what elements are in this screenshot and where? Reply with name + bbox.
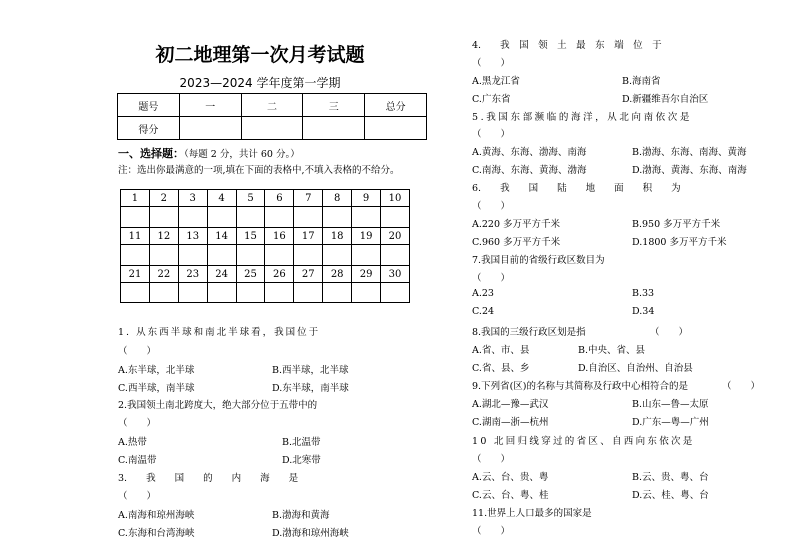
option-c: C.24 xyxy=(472,306,495,317)
option-c: C.省、县、乡 xyxy=(472,363,530,374)
score-header: 题号 xyxy=(118,94,180,117)
score-header: 一 xyxy=(179,94,241,117)
question-6-stem: 6. 我 国 陆 地 面 积 为 xyxy=(472,183,681,194)
grid-answer-cell[interactable] xyxy=(121,207,150,228)
answer-bracket[interactable]: （ ） xyxy=(722,381,761,392)
grid-number: 25 xyxy=(236,266,265,283)
grid-number: 11 xyxy=(121,228,150,245)
option-b: B.中央、省、县 xyxy=(578,345,646,356)
option-b: B.海南省 xyxy=(622,76,661,87)
grid-number: 30 xyxy=(381,266,410,283)
option-a: A.黑龙江省 xyxy=(472,76,520,87)
grid-number: 16 xyxy=(265,228,294,245)
answer-bracket[interactable]: （ ） xyxy=(472,58,511,69)
grid-answer-cell[interactable] xyxy=(236,283,265,303)
grid-answer-cell[interactable] xyxy=(352,283,381,303)
option-a: A.热带 xyxy=(118,437,147,448)
grid-answer-cell[interactable] xyxy=(207,207,236,228)
answer-bracket[interactable]: （ ） xyxy=(472,273,511,284)
section1-heading-line xyxy=(118,145,300,161)
grid-number: 10 xyxy=(381,190,410,207)
option-d: D.云、桂、粤、台 xyxy=(632,490,709,501)
exam-title: 初二地理第一次月考试题 xyxy=(155,44,365,66)
grid-answer-cell[interactable] xyxy=(381,207,410,228)
score-cell[interactable] xyxy=(365,117,427,140)
question-8-stem: 8.我国的三级行政区划是指 xyxy=(472,327,586,338)
option-c: C.960 多万平方千米 xyxy=(472,237,561,248)
grid-number: 1 xyxy=(121,190,150,207)
section1-heading: 一、选择题： xyxy=(118,147,184,160)
grid-number: 23 xyxy=(178,266,207,283)
grid-number: 5 xyxy=(236,190,265,207)
question-7-stem: 7.我国目前的省级行政区数目为 xyxy=(472,255,605,266)
score-header: 二 xyxy=(241,94,303,117)
grid-number: 13 xyxy=(178,228,207,245)
grid-number: 24 xyxy=(207,266,236,283)
answer-bracket[interactable]: （ ） xyxy=(472,454,511,465)
grid-answer-cell[interactable] xyxy=(323,245,352,266)
option-d: D.新疆维吾尔自治区 xyxy=(622,94,709,105)
grid-number: 4 xyxy=(207,190,236,207)
option-b: B.33 xyxy=(632,288,655,299)
grid-number: 20 xyxy=(381,228,410,245)
grid-answer-cell[interactable] xyxy=(381,283,410,303)
option-d: D.自治区、自治州、自治县 xyxy=(578,363,693,374)
option-c: C.湖南—浙—杭州 xyxy=(472,417,549,428)
grid-answer-cell[interactable] xyxy=(294,245,323,266)
answer-bracket[interactable]: （ ） xyxy=(650,327,689,338)
grid-number: 2 xyxy=(149,190,178,207)
grid-answer-cell[interactable] xyxy=(178,207,207,228)
grid-answer-cell[interactable] xyxy=(207,245,236,266)
grid-answer-cell[interactable] xyxy=(294,283,323,303)
grid-number: 3 xyxy=(178,190,207,207)
section1-instruction: 注：选出你最满意的一项,填在下面的表格中,不填入表格的不给分。 xyxy=(118,165,400,176)
answer-bracket[interactable]: （ ） xyxy=(472,129,511,140)
grid-answer-cell[interactable] xyxy=(207,283,236,303)
option-c: C.东海和台湾海峡 xyxy=(118,528,195,539)
option-d: D.北寒带 xyxy=(282,455,321,466)
answer-bracket[interactable]: （ ） xyxy=(472,526,511,537)
option-a: A.南海和琼州海峡 xyxy=(118,510,195,521)
option-a: A.东半球，北半球 xyxy=(118,365,195,376)
option-c: C.西半球，南半球 xyxy=(118,383,195,394)
score-header: 总分 xyxy=(365,94,427,117)
question-3-stem: 3. 我 国 的 内 海 是 xyxy=(118,473,299,484)
option-c: C.南海、东海、黄海、渤海 xyxy=(472,165,587,176)
score-table xyxy=(117,93,427,140)
grid-answer-cell[interactable] xyxy=(236,245,265,266)
answer-bracket[interactable]: （ ） xyxy=(118,346,157,357)
question-5-stem: 5.我国东部濒临的海洋，从北向南依次是 xyxy=(472,112,692,123)
score-cell[interactable] xyxy=(303,117,365,140)
grid-answer-cell[interactable] xyxy=(121,245,150,266)
option-d: D.广东—粤—广州 xyxy=(632,417,709,428)
option-a: A.省、市、县 xyxy=(472,345,530,356)
option-a: A.黄海、东海、渤海、南海 xyxy=(472,147,587,158)
grid-answer-cell[interactable] xyxy=(149,245,178,266)
question-9-stem: 9.下列省(区)的名称与其简称及行政中心相符合的是 xyxy=(472,381,688,392)
section1-points: （每题 2 分，共计 60 分。） xyxy=(184,149,300,160)
grid-answer-cell[interactable] xyxy=(265,283,294,303)
option-d: D.东半球，南半球 xyxy=(272,383,349,394)
grid-number: 12 xyxy=(149,228,178,245)
grid-answer-cell[interactable] xyxy=(323,283,352,303)
option-b: B.950 多万平方千米 xyxy=(632,219,721,230)
option-a: A.220 多万平方千米 xyxy=(472,219,561,230)
grid-answer-cell[interactable] xyxy=(178,245,207,266)
answer-bracket[interactable]: （ ） xyxy=(472,201,511,212)
option-b: B.北温带 xyxy=(282,437,321,448)
option-b: B.渤海、东海、南海、黄海 xyxy=(632,147,747,158)
grid-answer-cell[interactable] xyxy=(121,283,150,303)
question-2-stem: 2.我国领土南北跨度大，绝大部分位于五带中的 xyxy=(118,400,318,411)
question-10-stem: 10 北回归线穿过的省区、自西向东依次是 xyxy=(472,436,695,447)
grid-number: 7 xyxy=(294,190,323,207)
grid-number: 6 xyxy=(265,190,294,207)
grid-number: 14 xyxy=(207,228,236,245)
score-header: 三 xyxy=(303,94,365,117)
grid-answer-cell[interactable] xyxy=(323,207,352,228)
grid-number: 15 xyxy=(236,228,265,245)
grid-answer-cell[interactable] xyxy=(178,283,207,303)
score-cell[interactable] xyxy=(241,117,303,140)
option-c: C.广东省 xyxy=(472,94,511,105)
answer-bracket[interactable]: （ ） xyxy=(118,491,157,502)
grid-answer-cell[interactable] xyxy=(236,207,265,228)
option-d: D.1800 多万平方千米 xyxy=(632,237,727,248)
answer-grid xyxy=(120,189,410,303)
option-c: C.云、台、粤、桂 xyxy=(472,490,549,501)
grid-number: 19 xyxy=(352,228,381,245)
grid-number: 22 xyxy=(149,266,178,283)
option-a: A.23 xyxy=(472,288,494,299)
grid-number: 29 xyxy=(352,266,381,283)
grid-number: 21 xyxy=(121,266,150,283)
grid-number: 17 xyxy=(294,228,323,245)
grid-answer-cell[interactable] xyxy=(294,207,323,228)
score-cell[interactable] xyxy=(179,117,241,140)
option-b: B.西半球，北半球 xyxy=(272,365,349,376)
grid-answer-cell[interactable] xyxy=(149,207,178,228)
grid-number: 8 xyxy=(323,190,352,207)
grid-answer-cell[interactable] xyxy=(381,245,410,266)
grid-number: 26 xyxy=(265,266,294,283)
question-1-stem: 1. 从东西半球和南北半球看，我国位于 xyxy=(118,327,321,338)
option-b: B.云、贵、粤、台 xyxy=(632,472,709,483)
option-b: B.渤海和黄海 xyxy=(272,510,330,521)
option-c: C.南温带 xyxy=(118,455,157,466)
question-11-stem: 11.世界上人口最多的国家是 xyxy=(472,508,592,519)
question-4-stem: 4. 我 国 领 土 最 东 端 位 于 xyxy=(472,40,662,51)
grid-number: 27 xyxy=(294,266,323,283)
grid-number: 9 xyxy=(352,190,381,207)
grid-answer-cell[interactable] xyxy=(149,283,178,303)
grid-answer-cell[interactable] xyxy=(352,207,381,228)
option-d: D.渤海、黄海、东海、南海 xyxy=(632,165,747,176)
exam-subtitle: 2023—2024 学年度第一学期 xyxy=(179,76,341,90)
option-b: B.山东—鲁—太原 xyxy=(632,399,709,410)
grid-answer-cell[interactable] xyxy=(265,245,294,266)
option-d: D.渤海和琼州海峡 xyxy=(272,528,349,539)
option-a: A.云、台、贵、粤 xyxy=(472,472,549,483)
option-a: A.湖北—豫—武汉 xyxy=(472,399,549,410)
grid-number: 18 xyxy=(323,228,352,245)
score-row-label: 得分 xyxy=(118,117,180,140)
grid-answer-cell[interactable] xyxy=(265,207,294,228)
answer-bracket[interactable]: （ ） xyxy=(118,418,157,429)
grid-answer-cell[interactable] xyxy=(352,245,381,266)
grid-number: 28 xyxy=(323,266,352,283)
option-d: D.34 xyxy=(632,306,655,317)
